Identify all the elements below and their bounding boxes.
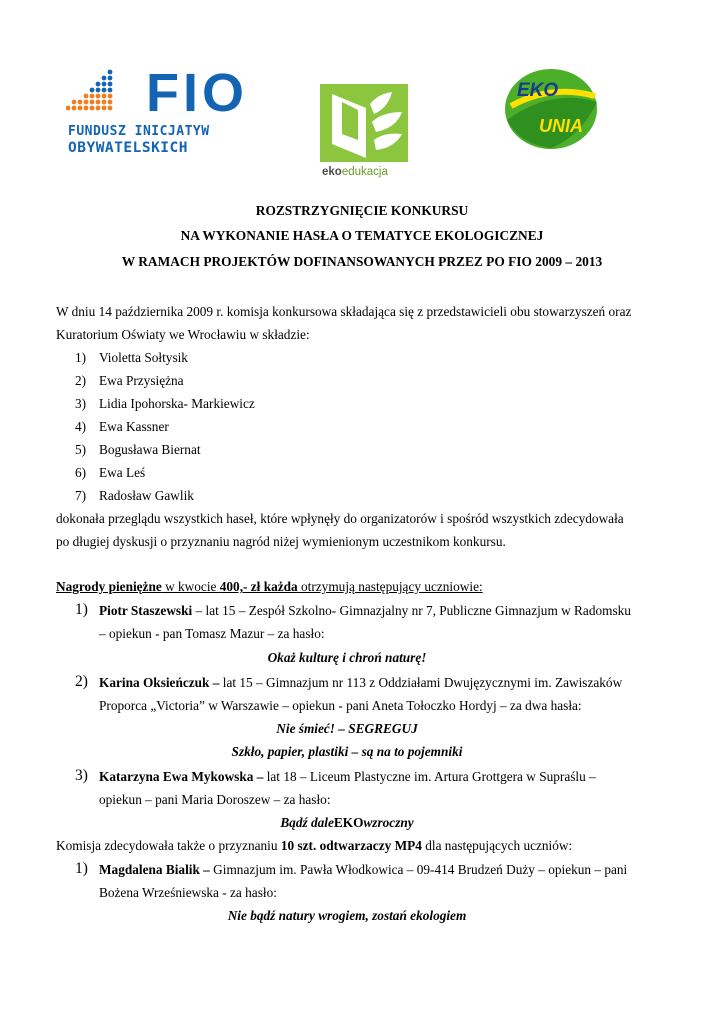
slogan-part-1: Bądź dale (280, 815, 334, 830)
committee-member: Radosław Gawlik (99, 488, 194, 503)
committee-member: Ewa Leś (99, 465, 146, 480)
winner-1-line-1 (99, 603, 631, 619)
decision-line-2: po długiej dyskusji o przyznaniu nagród niżej wymienionym uczestnikom konkursu. (56, 534, 506, 549)
winner-2-slogan-2: Szkło, papier, plastiki – są na to pojemniki (231, 744, 463, 759)
mp4-winner-1-line-1 (99, 862, 627, 878)
winner-2-slogan-1: Nie śmieć! – SEGREGUJ (276, 721, 418, 736)
ekoedukacja-logo-text (322, 166, 388, 178)
prizes-header (56, 579, 483, 595)
mp4-winner-number: 1) (75, 860, 88, 877)
decision-line-1: dokonała przeglądu wszystkich haseł, które wpłynęły do organizatorów i spośród wszystkich zdecydowała (56, 511, 624, 526)
winner-name: Piotr Staszewski (99, 603, 193, 618)
winner-2-line-1 (99, 675, 622, 691)
winner-details: lat 15 – Gimnazjum nr 113 z Oddziałami Dwujęzycznymi im. Zawiszaków (219, 675, 623, 690)
committee-member: Lidia Ipohorska- Markiewicz (99, 396, 255, 411)
winner-number: 1) (75, 601, 88, 618)
title-line-3: W RAMACH PROJEKTÓW DOFINANSOWANYCH PRZEZ PO FIO 2009 – 2013 (121, 254, 603, 269)
ekounia-bottom-text: UNIA (539, 116, 583, 136)
winner-2-line-2: Proporca „Victoria” w Warszawie – opiekun - pani Aneta Tołoczko Hordyj – za dwa hasła: (99, 698, 582, 713)
intro-line-1: W dniu 14 października 2009 r. komisja konkursowa składająca się z przedstawicieli obu stowarzyszeń oraz (56, 304, 632, 319)
list-item-number: 1) (75, 350, 87, 365)
slogan-part-2: EKO (333, 815, 364, 830)
book-leaf-icon (318, 82, 412, 166)
prizes-header-text-2: otrzymują następujący uczniowie: (297, 579, 483, 594)
slogan-part-3: wzroczny (363, 815, 414, 830)
fio-logo-line1: FUNDUSZ INICJATYW (68, 124, 210, 139)
list-item-number: 6) (75, 465, 87, 480)
fio-logo-word: FIO (146, 63, 248, 123)
fio-dots-icon (66, 66, 120, 112)
list-item-number: 4) (75, 419, 87, 434)
list-item-number: 2) (75, 373, 87, 388)
mp4-line (56, 838, 572, 854)
mp4-bold: 10 szt. odtwarzaczy MP4 (280, 838, 422, 853)
fio-logo-line2: OBYWATELSKICH (68, 140, 188, 156)
committee-member: Bogusława Biernat (99, 442, 201, 457)
mp4-text-2: dla następujących uczniów: (421, 838, 573, 853)
list-item-number: 5) (75, 442, 87, 457)
ekounia-logo (501, 66, 601, 152)
mp4-winner-1-slogan: Nie bądź natury wrogiem, zostań ekologiem (227, 908, 467, 923)
ekounia-globe-icon (501, 66, 601, 152)
mp4-winner-1-line-2: Bożena Wrześniewska - za hasło: (99, 885, 277, 900)
ekoedukacja-logo (318, 82, 412, 182)
ekoedukacja-part2: edukacja (341, 166, 388, 178)
intro-line-2: Kuratorium Oświaty we Wrocławiu w składzie: (56, 327, 310, 342)
committee-member: Ewa Kassner (99, 419, 169, 434)
list-item-number: 7) (75, 488, 87, 503)
list-item-number: 3) (75, 396, 87, 411)
title-line-2: NA WYKONANIE HASŁA O TEMATYCE EKOLOGICZNEJ (180, 228, 544, 243)
committee-member: Ewa Przysiężna (99, 373, 184, 388)
winner-name: Katarzyna Ewa Mykowska – (99, 769, 264, 784)
winner-details: – lat 15 – Zespół Szkolno- Gimnazjalny nr 7, Publiczne Gimnazjum w Radomsku (192, 603, 631, 618)
winner-number: 2) (75, 673, 88, 690)
committee-member: Violetta Sołtysik (99, 350, 188, 365)
prizes-header-text-1: w kwocie (161, 579, 220, 594)
fio-logo (66, 64, 252, 160)
mp4-winner-details: Gimnazjum im. Pawła Włodkowica – 09-414 Brudzeń Duży – opiekun – pani (209, 862, 628, 877)
mp4-winner-name: Magdalena Bialik – (99, 862, 210, 877)
ekoedukacja-part1: eko (322, 166, 342, 178)
ekounia-top-text: EKO (517, 80, 559, 101)
winner-details: lat 18 – Liceum Plastyczne im. Artura Grottgera w Supraślu – (263, 769, 596, 784)
winner-name: Karina Oksieńczuk – (99, 675, 220, 690)
winner-1-line-2: – opiekun - pan Tomasz Mazur – za hasło: (99, 626, 325, 641)
winner-3-line-1 (99, 769, 596, 785)
winner-3-line-2: opiekun – pani Maria Doroszew – za hasło: (99, 792, 331, 807)
winner-3-slogan (56, 815, 638, 831)
prizes-header-bold-1: Nagrody pieniężne (56, 579, 162, 594)
prizes-header-bold-2: 400,- zł każda (219, 579, 298, 594)
title-line-1: ROZSTRZYGNIĘCIE KONKURSU (255, 203, 469, 218)
mp4-text-1: Komisja zdecydowała także o przyznaniu (56, 838, 281, 853)
winner-number: 3) (75, 767, 88, 784)
winner-1-slogan: Okaż kulturę i chroń naturę! (267, 650, 427, 665)
